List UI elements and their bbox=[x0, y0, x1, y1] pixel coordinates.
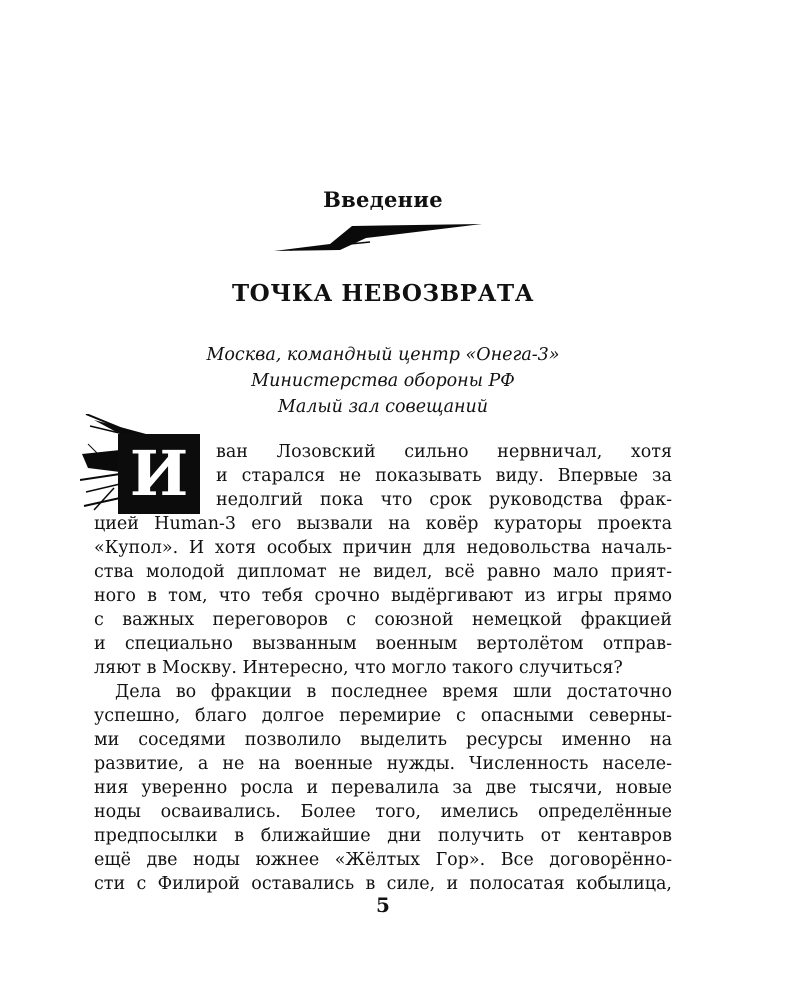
text-line: цией Human-3 его вызвали на ковёр кураторы проекта bbox=[94, 514, 672, 534]
drop-cap bbox=[80, 414, 210, 514]
drop-cap-letter: И bbox=[118, 434, 200, 514]
location-epigraph bbox=[0, 342, 766, 420]
chapter-title: ТОЧКА НЕВОЗВРАТА bbox=[231, 280, 535, 307]
text-line: «Купол». И хотя особых причин для недовольства началь- bbox=[94, 538, 672, 558]
decorative-swoosh bbox=[270, 222, 490, 254]
text-line: ства молодой дипломат не видел, всё равно мало прият- bbox=[94, 562, 672, 582]
text-line: ного в том, что тебя срочно выдёргивают из игры прямо bbox=[94, 586, 672, 606]
text-line: сти с Филирой оставались в силе, и полосатая кобылица, bbox=[94, 874, 672, 894]
text-line: ми соседями позволило выделить ресурсы именно на bbox=[94, 730, 672, 750]
text-line: ван Лозовский сильно нервничал, хотя bbox=[216, 442, 672, 462]
text-line: с важных переговоров с союзной немецкой фракцией bbox=[94, 610, 672, 630]
text-line: предпосылки в ближайшие дни получить от кентавров bbox=[94, 826, 672, 846]
location-line: Малый зал совещаний bbox=[277, 397, 489, 417]
text-line: ещё две ноды южнее «Жёлтых Гор». Все договорённо- bbox=[94, 850, 672, 870]
text-line: недолгий пока что срок руководства фрак- bbox=[216, 490, 672, 510]
chapter-label: Введение bbox=[323, 187, 443, 212]
text-line: ноды осваивались. Более того, имелись определённые bbox=[94, 802, 672, 822]
text-line: и старался не показывать виду. Впервые за bbox=[216, 466, 672, 486]
text-line: и специально вызванным военным вертолётом отправ- bbox=[94, 634, 672, 654]
text-line: развитие, а не на военные нужды. Численность населе- bbox=[94, 754, 672, 774]
text-line: ния уверенно росла и перевалила за две тысячи, новые bbox=[94, 778, 672, 798]
location-line: Министерства обороны РФ bbox=[251, 371, 515, 391]
text-line: успешно, благо долгое перемирие с опасными северны- bbox=[94, 706, 672, 726]
text-line: Дела во фракции в последнее время шли достаточно bbox=[115, 682, 672, 702]
page-number: 5 bbox=[376, 893, 390, 917]
text-line: ляют в Москву. Интересно, что могло такого случиться? bbox=[94, 658, 623, 678]
location-line: Москва, командный центр «Онега-3» bbox=[206, 345, 560, 365]
